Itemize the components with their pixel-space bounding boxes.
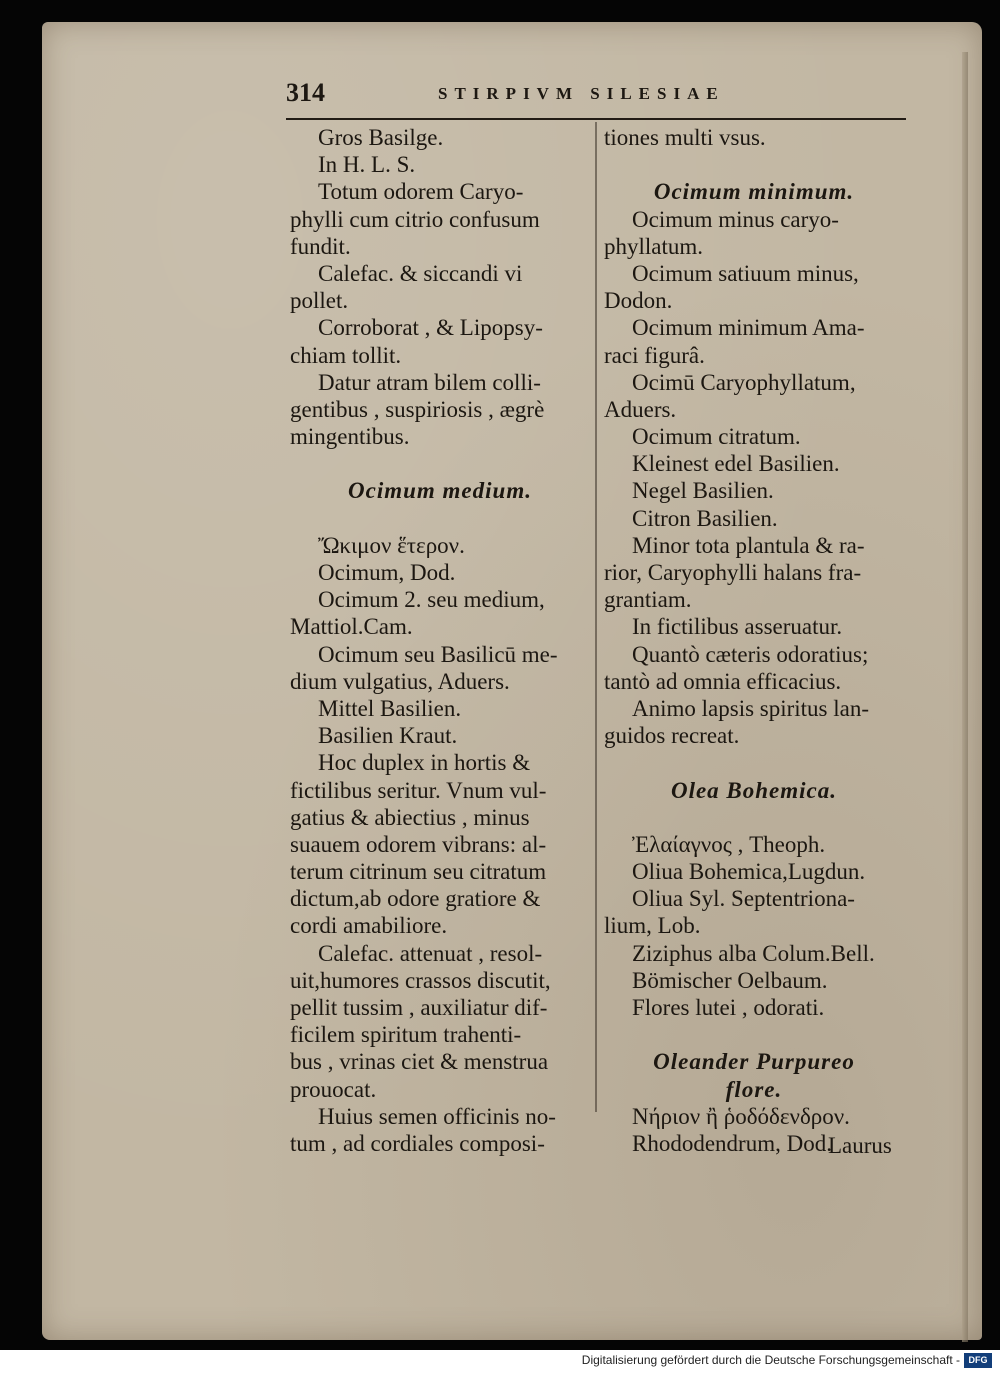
- text-line: terum citrinum seu citratum: [290, 859, 547, 885]
- text-line: [290, 505, 590, 532]
- text-line: Ἐλαίαγνος , Theoph.: [632, 831, 826, 857]
- running-title: STIRPIVM SILESIAE: [438, 84, 725, 103]
- text-line: phylli cum citrio confusum: [290, 206, 540, 232]
- text-line: Calefac. attenuat , resol-: [318, 940, 543, 966]
- text-line: Calefac. & siccandi vi: [318, 260, 523, 286]
- text-line: ficilem spiritum trahenti-: [290, 1022, 522, 1048]
- text-line: Mattiol.Cam.: [290, 614, 413, 640]
- text-line: [604, 1021, 904, 1048]
- text-line: lium, Lob.: [604, 913, 701, 939]
- text-line: Oliua Syl. Septentriona-: [632, 886, 855, 912]
- text-line: [290, 450, 590, 477]
- text-line: tiones multi vsus.: [604, 125, 766, 150]
- text-line: suauem odorem vibrans: al-: [290, 831, 547, 857]
- text-line: Corroborat , & Lipopsy-: [318, 315, 543, 341]
- funding-credit: Digitalisierung gefördert durch die Deutsche Forschungsgemeinschaft -: [581, 1353, 960, 1367]
- text-line: tum , ad cordiales composi-: [290, 1130, 545, 1156]
- text-line: pellit tussim , auxiliatur dif-: [290, 995, 548, 1020]
- text-line: Quantò cæteris odoratius;: [632, 641, 869, 667]
- left-column: [290, 124, 590, 1157]
- text-line: fictilibus seritur. Vnum vul-: [290, 777, 547, 803]
- text-line: fundit.: [290, 233, 351, 259]
- column-divider: [595, 122, 597, 1112]
- text-line: Totum odorem Caryo-: [318, 179, 524, 205]
- dfg-logo: DFG: [964, 1353, 992, 1368]
- text-line: Flores lutei , odorati.: [632, 995, 825, 1020]
- page-edge-shadow: [962, 52, 968, 1342]
- text-line: dictum,ab odore gratiore &: [290, 886, 541, 912]
- text-line: uit,humores crassos discutit,: [290, 967, 551, 993]
- text-line: Ὤκιμον ἕτερον.: [318, 532, 465, 558]
- text-line: Ocimum citratum.: [632, 424, 801, 450]
- text-line: grantiam.: [604, 587, 692, 613]
- text-line: dium vulgatius, Aduers.: [290, 668, 510, 694]
- text-line: chiam tollit.: [290, 342, 402, 368]
- text-line: Mittel Basilien.: [318, 695, 462, 721]
- header-rule: [286, 118, 906, 120]
- text-line: Ziziphus alba Colum.Bell.: [632, 940, 875, 966]
- text-line: [604, 804, 904, 831]
- text-line: rior, Caryophylli halans fra-: [604, 560, 862, 585]
- text-line: [604, 749, 904, 776]
- section-heading: Olea Bohemica.: [670, 777, 838, 803]
- text-line: In fictilibus asseruatur.: [632, 614, 843, 640]
- text-line: mingentibus.: [290, 424, 410, 450]
- text-line: prouocat.: [290, 1076, 377, 1102]
- text-line: Oliua Bohemica,Lugdun.: [632, 859, 866, 885]
- text-line: Ocimū Caryophyllatum,: [632, 369, 856, 395]
- catchword: Laurus: [828, 1133, 892, 1158]
- right-column: [604, 124, 904, 1157]
- text-line: gentibus , suspiriosis , ægrè: [290, 396, 545, 422]
- text-line: Negel Basilien.: [632, 478, 774, 504]
- text-line: guidos recreat.: [604, 723, 740, 749]
- text-line: pollet.: [290, 288, 349, 314]
- section-heading: Oleander Purpureo: [653, 1049, 855, 1075]
- text-line: tantò ad omnia efficacius.: [604, 668, 842, 694]
- text-line: Citron Basilien.: [632, 505, 778, 531]
- text-line: [604, 151, 904, 178]
- footer-bar: [0, 1350, 1000, 1373]
- text-line: Ocimum minus caryo-: [632, 206, 839, 232]
- text-line: phyllatum.: [604, 233, 704, 259]
- text-line: Ocimum, Dod.: [318, 560, 456, 585]
- text-line: Animo lapsis spiritus lan-: [632, 695, 870, 721]
- page-number: 314: [286, 78, 325, 107]
- text-line: cordi amabiliore.: [290, 913, 448, 939]
- text-line: Hoc duplex in hortis &: [318, 750, 531, 776]
- text-line: Huius semen officinis no-: [318, 1103, 556, 1129]
- text-line: gatius & abiectius , minus: [290, 804, 530, 830]
- text-line: Dodon.: [604, 288, 673, 314]
- text-line: Kleinest edel Basilien.: [632, 451, 840, 477]
- text-line: Basilien Kraut.: [318, 723, 458, 749]
- text-line: raci figurâ.: [604, 342, 705, 368]
- running-head: [286, 78, 786, 112]
- text-line: Datur atram bilem colli-: [318, 369, 541, 395]
- text-line: Νήριον ἢ ῥοδόδενδρον.: [632, 1103, 850, 1129]
- text-line: Rhododendrum, Dod.: [632, 1130, 832, 1156]
- section-heading: Ocimum minimum.: [653, 179, 855, 205]
- text-line: Minor tota plantula & ra-: [632, 532, 865, 558]
- section-heading: flore.: [725, 1076, 783, 1102]
- text-line: Ocimum satiuum minus,: [632, 260, 859, 286]
- text-line: Ocimum seu Basilicū me-: [318, 641, 558, 667]
- text-line: Aduers.: [604, 396, 677, 422]
- section-heading: Ocimum medium.: [348, 478, 532, 504]
- text-line: In H. L. S.: [318, 152, 416, 178]
- text-line: Ocimum 2. seu medium,: [318, 587, 545, 613]
- text-line: Ocimum minimum Ama-: [632, 315, 865, 341]
- text-line: Gros Basilge.: [318, 125, 444, 150]
- text-line: bus , vrinas ciet & menstrua: [290, 1049, 549, 1075]
- text-line: Bömischer Oelbaum.: [632, 967, 828, 993]
